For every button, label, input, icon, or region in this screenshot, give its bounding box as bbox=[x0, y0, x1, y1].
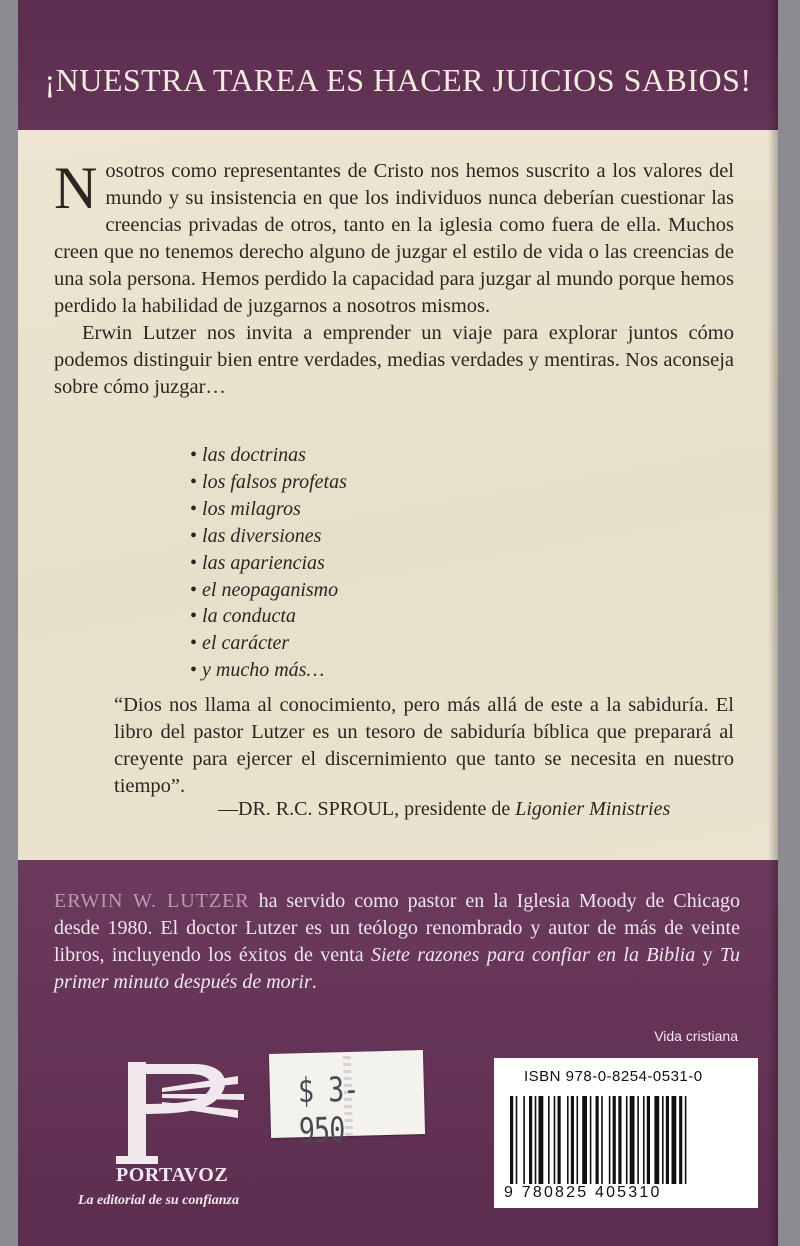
topic-item: • las diversiones bbox=[190, 523, 347, 550]
isbn-label: ISBN 978-0-8254-0531-0 bbox=[524, 1068, 703, 1085]
topic-item: • el neopaganismo bbox=[190, 577, 347, 604]
barcode-bar bbox=[626, 1096, 628, 1184]
barcode-bar bbox=[613, 1096, 616, 1184]
paragraph-1-text: osotros como representantes de Cristo nos hemos suscrito a los valores del mundo y su insistencia en que los individuos nunca deberían cuestionar las creencias privadas de otros, tanto en la iglesia como fuera de ella. Muchos creen que no tenemos derecho alguno de juzgar el estilo de vida o las creencias de una sola persona. Hemos perdido la capacidad para juzgar al mundo porque hemos perdido la habilidad de juzgarnos a nosotros mismos. bbox=[54, 160, 734, 317]
barcode-bar bbox=[558, 1096, 561, 1184]
barcode-bar bbox=[666, 1096, 669, 1184]
barcode-bar bbox=[596, 1096, 599, 1184]
category-label: Vida cristiana bbox=[654, 1028, 738, 1044]
barcode-bar bbox=[601, 1096, 603, 1184]
bio-join: y bbox=[695, 944, 720, 966]
barcode-bar bbox=[643, 1096, 645, 1184]
paragraph-2: Erwin Lutzer nos invita a emprender un viaje para explorar juntos cómo podemos distinguir bien entre verdades, medias verdades y mentiras. Nos aconseja sobre cómo juzgar… bbox=[54, 322, 734, 398]
topic-item: • las apariencias bbox=[190, 550, 347, 577]
book-back-cover bbox=[18, 0, 778, 1246]
price-text: $ 3-950 bbox=[297, 1069, 360, 1152]
topic-item: • el carácter bbox=[190, 630, 347, 657]
drop-cap: N bbox=[54, 155, 98, 221]
barcode-bar bbox=[662, 1096, 664, 1184]
barcode-bar bbox=[529, 1096, 532, 1184]
attribution-name: —DR. R.C. SPROUL, bbox=[218, 798, 400, 820]
barcode-bar bbox=[577, 1096, 579, 1184]
barcode-bar bbox=[539, 1096, 544, 1184]
topics-list bbox=[190, 442, 347, 684]
barcode-box bbox=[494, 1058, 758, 1208]
attribution-org: Ligonier Ministries bbox=[515, 798, 671, 820]
barcode-bar bbox=[654, 1096, 659, 1184]
topic-item: • los milagros bbox=[190, 496, 347, 523]
portavoz-logo-icon bbox=[98, 1058, 248, 1168]
bio-text: ha servido como pastor en la Iglesia Moody de Chicago desde 1980. El doctor Lutzer es un teólogo renombrado y autor de más de veinte libros, incluyendo los éxitos de venta bbox=[54, 890, 740, 966]
endorsement-attribution bbox=[218, 798, 738, 821]
attribution-role: presidente de bbox=[399, 798, 516, 820]
barcode-bar bbox=[516, 1096, 518, 1184]
barcode-bar bbox=[630, 1096, 635, 1184]
barcode-bar bbox=[510, 1096, 513, 1184]
barcode-bar bbox=[685, 1096, 687, 1184]
barcode-bar bbox=[582, 1096, 587, 1184]
price-sticker bbox=[269, 1050, 425, 1152]
author-name: ERWIN W. LUTZER bbox=[54, 890, 250, 912]
barcode-bar bbox=[637, 1096, 639, 1184]
barcode-bar bbox=[523, 1096, 525, 1184]
topic-item: • los falsos profetas bbox=[190, 469, 347, 496]
barcode-bar bbox=[618, 1096, 621, 1184]
author-bio bbox=[54, 888, 740, 996]
barcode-bar bbox=[647, 1096, 650, 1184]
endorsement-quote bbox=[114, 692, 734, 800]
barcode-bar bbox=[535, 1096, 537, 1184]
barcode-bar bbox=[590, 1096, 592, 1184]
barcode-bar bbox=[554, 1096, 556, 1184]
bio-end: . bbox=[311, 971, 317, 993]
barcode-bar bbox=[571, 1096, 574, 1184]
paragraph-1 bbox=[54, 155, 734, 320]
bio-book-1: Siete razones para confiar en la Biblia bbox=[370, 944, 696, 966]
barcode-icon bbox=[508, 1096, 744, 1186]
barcode-bar bbox=[548, 1096, 550, 1184]
publisher-name: PORTAVOZ bbox=[116, 1164, 229, 1186]
publisher-tagline: La editorial de su confianza bbox=[78, 1193, 240, 1208]
bio-book-2: Tu primer minuto después de morir bbox=[54, 944, 740, 993]
barcode-bar bbox=[679, 1096, 682, 1184]
topic-item: • las doctrinas bbox=[190, 442, 347, 469]
headline: ¡NUESTRA TAREA ES HACER JUICIOS SABIOS! bbox=[44, 62, 752, 98]
barcode-bar bbox=[609, 1096, 611, 1184]
barcode-bar bbox=[672, 1096, 677, 1184]
description bbox=[54, 155, 734, 401]
barcode-bar bbox=[567, 1096, 569, 1184]
topic-item: • y mucho más… bbox=[190, 657, 347, 684]
barcode-digits: 9 780825 405310 bbox=[504, 1184, 662, 1201]
topic-item: • la conducta bbox=[190, 603, 347, 630]
quote-text: “Dios nos llama al conocimiento, pero más allá de este a la sabiduría. El libro del pastor Lutzer es un tesoro de sabiduría bíblica que preparará al creyente para ejercer el discernimiento que tanto se necesita en nuestro tiempo”. bbox=[114, 694, 734, 797]
